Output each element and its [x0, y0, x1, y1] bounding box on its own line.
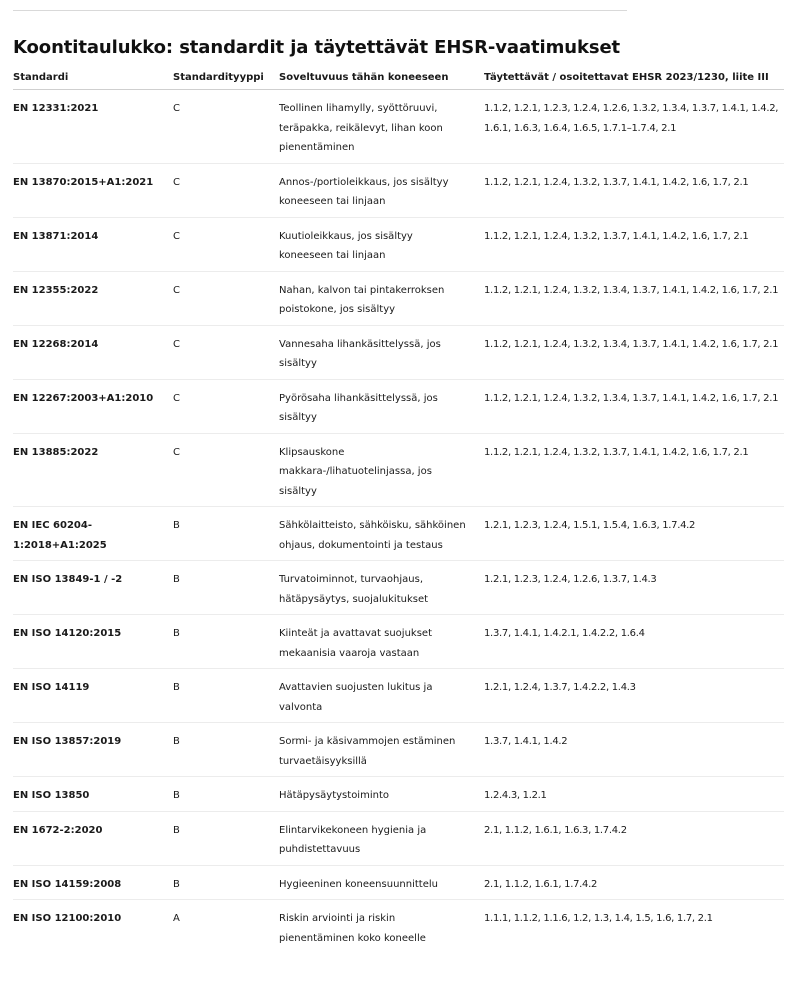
table-row: [13, 777, 784, 812]
cell-standard: EN 12267:2003+A1:2010: [13, 379, 173, 433]
table-body: [13, 90, 784, 954]
standards-table: [13, 68, 784, 953]
cell-standard-type: B: [173, 777, 279, 812]
table-row: [13, 507, 784, 561]
cell-applicability: Kiinteät ja avattavat suojukset mekaanisia vaaroja vastaan: [279, 615, 484, 669]
table-row: [13, 865, 784, 900]
cell-applicability: Turvatoiminnot, turvaohjaus, hätäpysäytys, suojalukitukset: [279, 561, 484, 615]
table-row: [13, 217, 784, 271]
cell-applicability: Klipsauskone makkara-/lihatuotelinjassa, jos sisältyy: [279, 433, 484, 507]
cell-standard-type: B: [173, 507, 279, 561]
table-row: [13, 669, 784, 723]
table-row: [13, 163, 784, 217]
cell-applicability: Hygieeninen koneensuunnittelu: [279, 865, 484, 900]
cell-ehsr: 1.2.1, 1.2.3, 1.2.4, 1.5.1, 1.5.4, 1.6.3, 1.7.4.2: [484, 507, 784, 561]
column-header-applicability: Soveltuvuus tähän koneeseen: [279, 68, 484, 90]
table-row: [13, 433, 784, 507]
cell-ehsr: 1.2.1, 1.2.4, 1.3.7, 1.4.2.2, 1.4.3: [484, 669, 784, 723]
cell-standard: EN 13885:2022: [13, 433, 173, 507]
cell-standard: EN IEC 60204-1:2018+A1:2025: [13, 507, 173, 561]
column-header-type: Standardityyppi: [173, 68, 279, 90]
cell-applicability: Pyörösaha lihankäsittelyssä, jos sisältyy: [279, 379, 484, 433]
cell-applicability: Nahan, kalvon tai pintakerroksen poistokone, jos sisältyy: [279, 271, 484, 325]
cell-standard-type: B: [173, 561, 279, 615]
cell-standard-type: B: [173, 669, 279, 723]
cell-standard: EN ISO 13850: [13, 777, 173, 812]
cell-standard-type: B: [173, 811, 279, 865]
cell-standard-type: C: [173, 163, 279, 217]
cell-standard: EN ISO 12100:2010: [13, 913, 122, 924]
cell-standard: EN 1672-2:2020: [13, 811, 173, 865]
cell-standard: EN 12331:2021: [13, 90, 173, 164]
cell-ehsr: 1.3.7, 1.4.1, 1.4.2.1, 1.4.2.2, 1.6.4: [484, 615, 784, 669]
cell-ehsr: 1.2.4.3, 1.2.1: [484, 777, 784, 812]
cell-standard-type: C: [173, 325, 279, 379]
cell-standard: EN ISO 14120:2015: [13, 615, 173, 669]
cell-applicability: Annos-/portioleikkaus, jos sisältyy koneeseen tai linjaan: [279, 163, 484, 217]
column-header-standard: Standardi: [13, 68, 173, 90]
cell-ehsr: 2.1, 1.1.2, 1.6.1, 1.6.3, 1.7.4.2: [484, 811, 784, 865]
top-divider: [13, 10, 627, 11]
table-row: [13, 379, 784, 433]
cell-standard: EN 12355:2022: [13, 271, 173, 325]
cell-ehsr: 1.1.2, 1.2.1, 1.2.4, 1.3.2, 1.3.4, 1.3.7, 1.4.1, 1.4.2, 1.6, 1.7, 2.1: [484, 271, 784, 325]
cell-ehsr: 1.1.2, 1.2.1, 1.2.4, 1.3.2, 1.3.7, 1.4.1, 1.4.2, 1.6, 1.7, 2.1: [484, 433, 784, 507]
table-row: [13, 615, 784, 669]
cell-ehsr: 1.1.2, 1.2.1, 1.2.4, 1.3.2, 1.3.4, 1.3.7, 1.4.1, 1.4.2, 1.6, 1.7, 2.1: [484, 325, 784, 379]
cell-standard: EN ISO 14119: [13, 669, 173, 723]
cell-applicability: Kuutioleikkaus, jos sisältyy koneeseen tai linjaan: [279, 217, 484, 271]
cell-applicability: Vannesaha lihankäsittelyssä, jos sisältyy: [279, 325, 484, 379]
cell-standard-type: A: [173, 913, 180, 924]
cell-standard-type: C: [173, 217, 279, 271]
cell-standard: EN 13871:2014: [13, 217, 173, 271]
column-header-ehsr: Täytettävät / osoitettavat EHSR 2023/1230, liite III: [484, 68, 784, 90]
cell-applicability: Sormi- ja käsivammojen estäminen turvaetäisyyksillä: [279, 723, 484, 777]
cell-standard-type: B: [173, 865, 279, 900]
cell-ehsr: 2.1, 1.1.2, 1.6.1, 1.7.4.2: [484, 865, 784, 900]
cell-standard-type: C: [173, 271, 279, 325]
cell-standard-type: B: [173, 615, 279, 669]
cell-ehsr: 1.1.2, 1.2.1, 1.2.4, 1.3.2, 1.3.4, 1.3.7, 1.4.1, 1.4.2, 1.6, 1.7, 2.1: [484, 379, 784, 433]
cell-ehsr: 1.1.2, 1.2.1, 1.2.4, 1.3.2, 1.3.7, 1.4.1, 1.4.2, 1.6, 1.7, 2.1: [484, 163, 784, 217]
cell-ehsr: 1.2.1, 1.2.3, 1.2.4, 1.2.6, 1.3.7, 1.4.3: [484, 561, 784, 615]
table-header-row: [13, 68, 784, 90]
table-row: [13, 900, 784, 954]
cell-applicability: Sähkölaitteisto, sähköisku, sähköinen ohjaus, dokumentointi ja testaus: [279, 507, 484, 561]
cell-standard: EN ISO 13857:2019: [13, 723, 173, 777]
cell-applicability: Teollinen lihamylly, syöttöruuvi, teräpakka, reikälevyt, lihan koon pienentäminen: [279, 90, 484, 164]
cell-applicability: Avattavien suojusten lukitus ja valvonta: [279, 669, 484, 723]
cell-applicability: Hätäpysäytystoiminto: [279, 777, 484, 812]
cell-ehsr: 1.1.2, 1.2.1, 1.2.4, 1.3.2, 1.3.7, 1.4.1, 1.4.2, 1.6, 1.7, 2.1: [484, 217, 784, 271]
cell-standard-type: B: [173, 723, 279, 777]
table-row: [13, 90, 784, 164]
cell-standard: EN 12268:2014: [13, 325, 173, 379]
cell-applicability: Elintarvikekoneen hygienia ja puhdistettavuus: [279, 811, 484, 865]
cell-standard-type: C: [173, 379, 279, 433]
cell-standard: EN ISO 13849-1 / -2: [13, 561, 173, 615]
cell-ehsr: 1.1.1, 1.1.2, 1.1.6, 1.2, 1.3, 1.4, 1.5, 1.6, 1.7, 2.1: [484, 913, 713, 924]
cell-applicability: Riskin arviointi ja riskin pienentäminen koko koneelle: [279, 913, 426, 944]
table-row: [13, 561, 784, 615]
cell-ehsr: 1.3.7, 1.4.1, 1.4.2: [484, 723, 784, 777]
cell-standard: EN ISO 14159:2008: [13, 865, 173, 900]
cell-standard-type: C: [173, 433, 279, 507]
table-row: [13, 723, 784, 777]
cell-standard: EN 13870:2015+A1:2021: [13, 163, 173, 217]
table-row: [13, 811, 784, 865]
page-title: Koontitaulukko: standardit ja täytettävät EHSR-vaatimukset: [13, 37, 621, 58]
cell-ehsr: 1.1.2, 1.2.1, 1.2.3, 1.2.4, 1.2.6, 1.3.2, 1.3.4, 1.3.7, 1.4.1, 1.4.2, 1.6.1, 1.6.3, 1.6.4, 1.6.5, 1.7.1–1.7.4, 2.1: [484, 90, 784, 164]
table-row: [13, 325, 784, 379]
table-row: [13, 271, 784, 325]
cell-standard-type: C: [173, 90, 279, 164]
